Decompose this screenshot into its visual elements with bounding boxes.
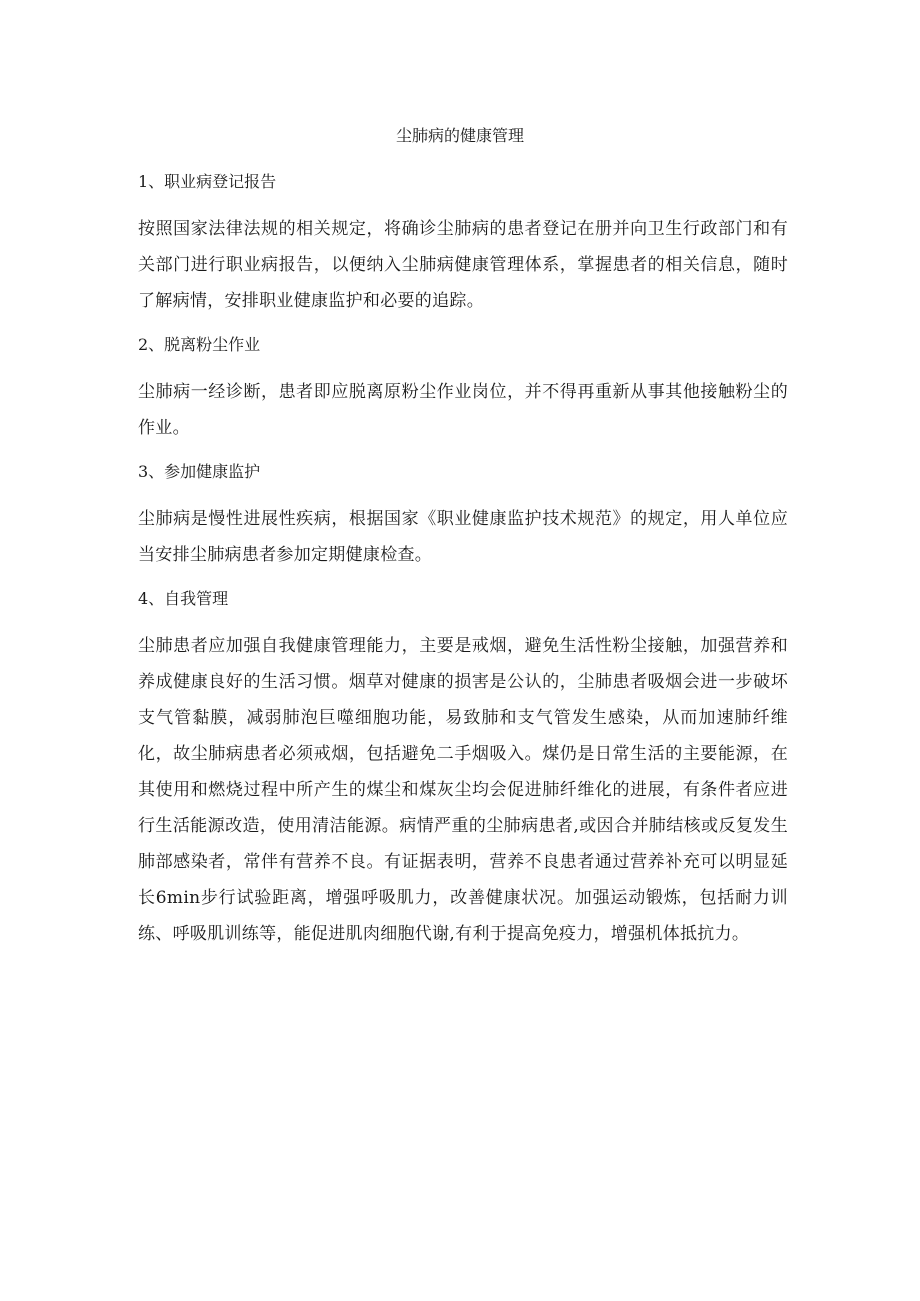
section-heading: 1、职业病登记报告 [138, 172, 277, 191]
document-body [138, 170, 788, 966]
section-self-management [138, 587, 788, 952]
section-leave-dust-work [138, 333, 788, 446]
section-paragraph: 尘肺患者应加强自我健康管理能力，主要是戒烟，避免生活性粉尘接触，加强营养和养成健康良好的生活习惯。烟草对健康的损害是公认的，尘肺患者吸烟会进一步破坏支气管黏膜，减弱肺泡巨噬细胞功能，易致肺和支气管发生感染，从而加速肺纤维化，故尘肺病患者必须戒烟，包括避免二手烟吸入。煤仍是日常生活的主要能源，在其使用和燃烧过程中所产生的煤尘和煤灰尘均会促进肺纤维化的进展，有条件者应进行生活能源改造，使用清洁能源。病情严重的尘肺病患者,或因合并肺结核或反复发生肺部感染者，常伴有营养不良。有证据表明，营养不良患者通过营养补充可以明显延长6min步行试验距离，增强呼吸肌力，改善健康状况。加强运动锻炼，包括耐力训练、呼吸肌训练等，能促进肌肉细胞代谢,有利于提高免疫力，增强机体抵抗力。 [138, 636, 788, 944]
section-paragraph: 尘肺病是慢性进展性疾病，根据国家《职业健康监护技术规范》的规定，用人单位应当安排尘肺病患者参加定期健康检查。 [138, 509, 788, 565]
section-registration-report [138, 170, 788, 319]
document-title: 尘肺病的健康管理 [395, 126, 524, 145]
section-heading: 4、自我管理 [138, 589, 229, 608]
section-heading: 2、脱离粉尘作业 [138, 335, 261, 354]
section-paragraph: 按照国家法律法规的相关规定，将确诊尘肺病的患者登记在册并向卫生行政部门和有关部门进行职业病报告，以便纳入尘肺病健康管理体系，掌握患者的相关信息，随时了解病情，安排职业健康监护和必要的追踪。 [138, 219, 788, 311]
section-heading: 3、参加健康监护 [138, 462, 261, 481]
section-paragraph: 尘肺病一经诊断，患者即应脱离原粉尘作业岗位，并不得再重新从事其他接触粉尘的作业。 [138, 382, 788, 438]
section-health-monitoring [138, 460, 788, 573]
